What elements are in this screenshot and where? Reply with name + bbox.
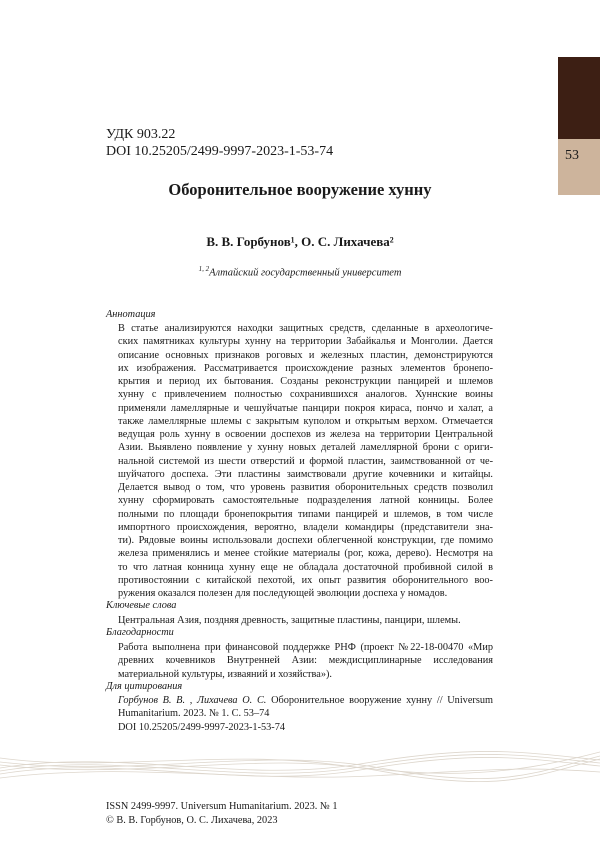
edge-tab-dark-block <box>558 57 600 139</box>
annotation-body <box>118 322 493 600</box>
acknowledgements-label: Благодарности <box>106 627 174 638</box>
citation-line <box>118 694 493 707</box>
annotation-line: также ламеллярные шлемы с закрытым куполом и открытым верхом. Отмечается <box>118 415 493 427</box>
annotation-line: Азии. Выявлено появление у хунну новых деталей ламеллярной брони с ориги- <box>118 442 493 454</box>
article-affiliation <box>0 265 600 279</box>
page-edge-tab <box>558 0 600 852</box>
annotation-line: нальной системой из шести отверстий и формой пластин, заимствованной от че- <box>118 455 493 467</box>
affiliation-superscript: 1, 2 <box>198 265 210 273</box>
annotation-line: шуйчатого доспеха. Эти пластины заимствовали другие кочевники и китайцы. <box>118 468 493 480</box>
annotation-line: ти). Рядовые воины использовали доспехи облегченной конструкции, где помимо <box>118 535 493 546</box>
decorative-wave-lines <box>0 738 600 790</box>
citation-line: Humanitarium. 2023. № 1. С. 53–74 <box>118 708 270 720</box>
annotation-line: их изображения. Рассматривается происхождение разных элементов бронепо- <box>118 362 493 374</box>
article-title: Оборонительное вооружение хунну <box>168 180 432 199</box>
annotation-line: описание основных признаков роговых и железных пластин, демонстрируются <box>118 349 493 361</box>
annotation-line: железа применялись и менее стойкие материалы (рог, кожа, дерево). Несмотря на <box>118 548 493 560</box>
footer-issn: ISSN 2499-9997. Universum Humanitarium. 2023. № 1 <box>106 801 338 812</box>
annotation-line: то что латная конница хунну еще не обладала достаточной пробивной силой в <box>118 561 493 573</box>
annotation-line: В статье анализируются находки защитных средств, сделанные в археологиче- <box>118 323 493 334</box>
citation-authors: Горбунов В. В. , Лихачева О. С. <box>118 695 267 706</box>
annotation-line: хунну с привлечением полностью сохранившихся аналогов. Хуннские воины <box>118 389 493 401</box>
citation-label: Для цитирования <box>106 681 183 692</box>
affiliation-text: Алтайский государственный университет <box>209 267 402 279</box>
citation-doi: DOI 10.25205/2499-9997-2023-1-53-74 <box>118 721 286 733</box>
acknowledgements-line: материальной культуры, изваяний и хозяйства»). <box>118 668 332 680</box>
citation-title: Оборонительное вооружение хунну // Universum <box>266 695 493 706</box>
footer-copyright: © В. В. Горбунов, О. С. Лихачева, 2023 <box>106 815 278 826</box>
annotation-line: импортного происхождения, вероятно, владели командиры (представители зна- <box>118 521 493 533</box>
annotation-line: Делается вывод о том, что уровень развития оборонительных средств позволил <box>118 482 493 493</box>
annotation-line: полными по площади бронепокрытия типами панцирей и шлемов, в том числе <box>118 508 493 520</box>
acknowledgements-line: Работа выполнена при финансовой поддержке РНФ (проект №22-18-00470 «Мир <box>118 642 493 653</box>
acknowledgements-body <box>118 641 493 681</box>
annotation-label: Аннотация <box>106 309 156 320</box>
annotation-line: хунну сформировать самостоятельные подразделения латной конницы. Более <box>118 495 493 507</box>
acknowledgements-line: древних кочевников Внутренней Азии: междисциплинарные исследования <box>118 655 493 667</box>
annotation-line: применяли ламеллярные и чешуйчатые панцири покроя кираса, пончо и халат, а <box>118 402 493 414</box>
annotation-line: ведущая роль хунну в освоении доспехов из железа на территории Центральной <box>118 429 493 440</box>
article-authors: В. В. Горбунов¹, О. С. Лихачева² <box>206 234 394 249</box>
udk-code: УДК 903.22 <box>106 127 176 142</box>
annotation-line: противостоянии с китайской пехотой, их опыт развития оборонительного воо- <box>118 574 493 586</box>
annotation-line: крытия и период их бытования. Созданы реконструкции панцирей и шлемов <box>118 376 493 387</box>
annotation-line: ружения оказался полезен для последующей эволюции доспеха у номадов. <box>118 588 448 599</box>
keywords-label: Ключевые слова <box>106 600 177 611</box>
keywords-body <box>118 614 493 627</box>
page-number: 53 <box>565 148 579 163</box>
keywords-text: Центральная Азия, поздняя древность, защитные пластины, панцири, шлемы. <box>118 615 461 626</box>
annotation-line: ских памятниках культуры хунну на территории Забайкалья и Монголии. Дается <box>118 336 493 348</box>
citation-body <box>118 694 493 734</box>
doi-header: DOI 10.25205/2499-9997-2023-1-53-74 <box>106 144 334 159</box>
